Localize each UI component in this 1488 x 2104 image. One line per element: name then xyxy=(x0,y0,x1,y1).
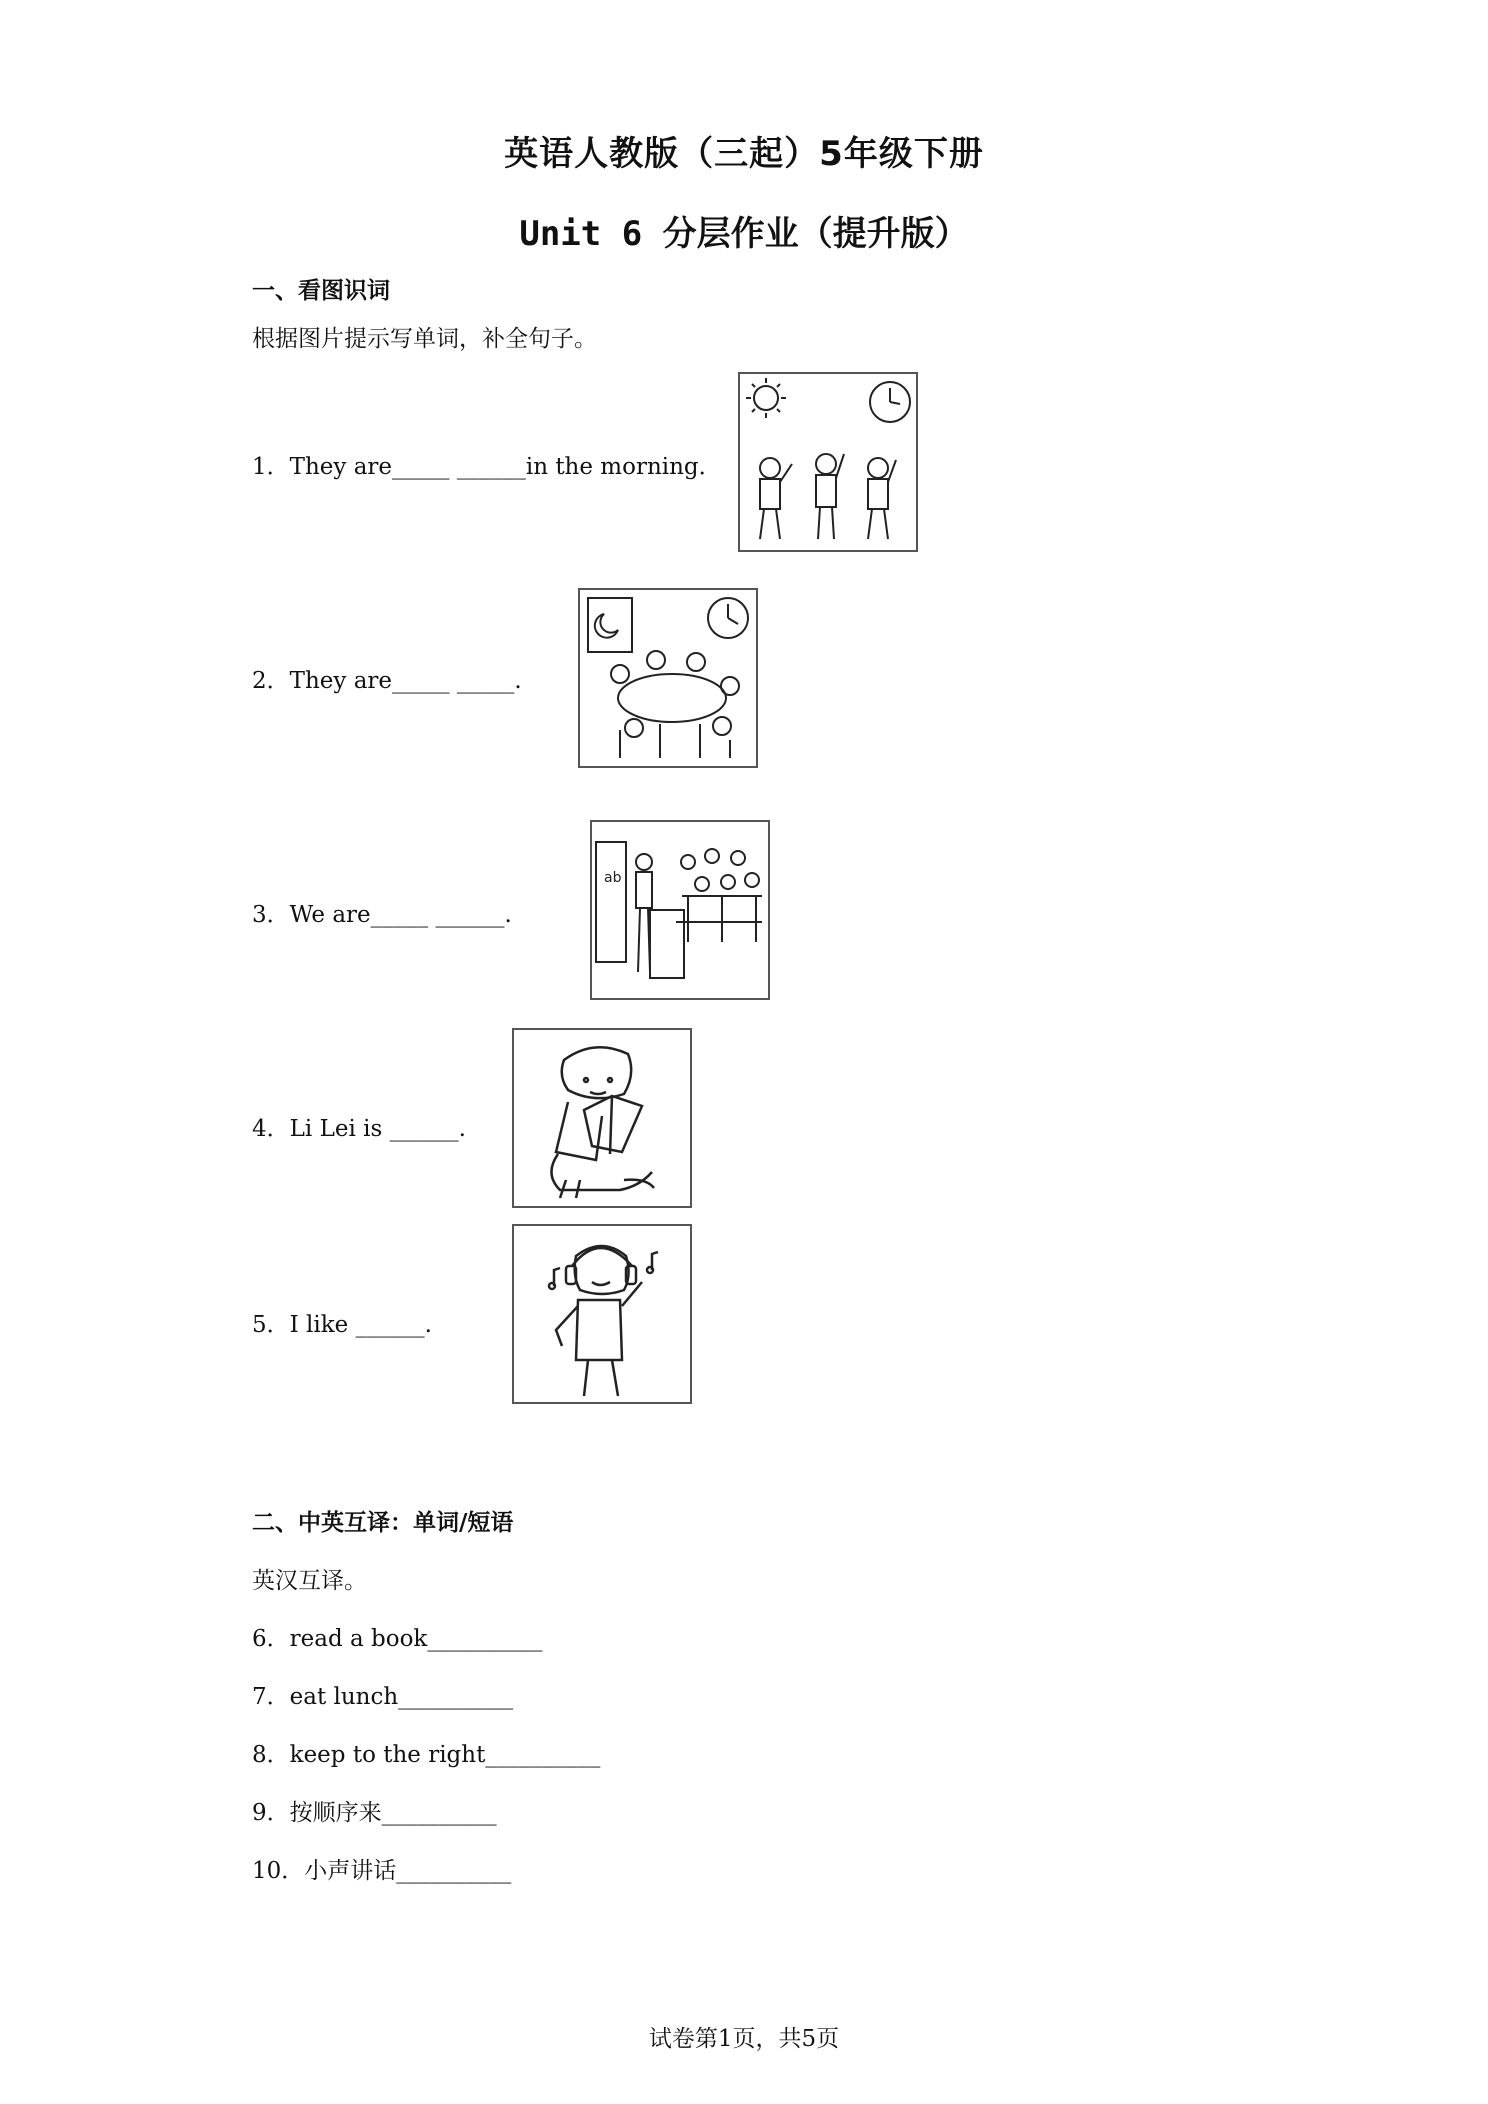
question-4: 4．Li Lei is ______. xyxy=(252,1116,466,1142)
question-3: 3．We are_____ ______. xyxy=(252,902,512,928)
boy-reading-book-icon xyxy=(512,1028,692,1208)
classroom-lesson-icon xyxy=(590,820,770,1000)
children-exercising-morning-icon xyxy=(738,372,918,552)
document-title: 英语人教版（三起）5年级下册 xyxy=(504,134,984,174)
section-1-heading: 一、看图识词 xyxy=(252,278,390,304)
translation-item: 7．eat lunch__________ xyxy=(252,1684,514,1710)
section-2-heading: 二、中英互译：单词/短语 xyxy=(252,1510,514,1536)
document-subtitle: Unit 6 分层作业（提升版） xyxy=(519,214,969,254)
section-2-instruction: 英汉互译。 xyxy=(252,1568,367,1594)
translation-item: 10．小声讲话__________ xyxy=(252,1858,512,1884)
question-1: 1．They are_____ ______in the morning． xyxy=(252,454,722,480)
question-2: 2．They are_____ _____. xyxy=(252,668,522,694)
translation-item: 9．按顺序来__________ xyxy=(252,1800,497,1826)
question-5: 5．I like ______. xyxy=(252,1312,432,1338)
boy-listening-music-icon xyxy=(512,1224,692,1404)
family-eating-dinner-icon xyxy=(578,588,758,768)
svg-text:ab: ab xyxy=(604,870,622,886)
translation-item: 8．keep to the right__________ xyxy=(252,1742,601,1768)
page-footer: 试卷第1页，共5页 xyxy=(648,2026,840,2052)
translation-item: 6．read a book__________ xyxy=(252,1626,543,1652)
section-1-instruction: 根据图片提示写单词，补全句子。 xyxy=(252,326,597,352)
